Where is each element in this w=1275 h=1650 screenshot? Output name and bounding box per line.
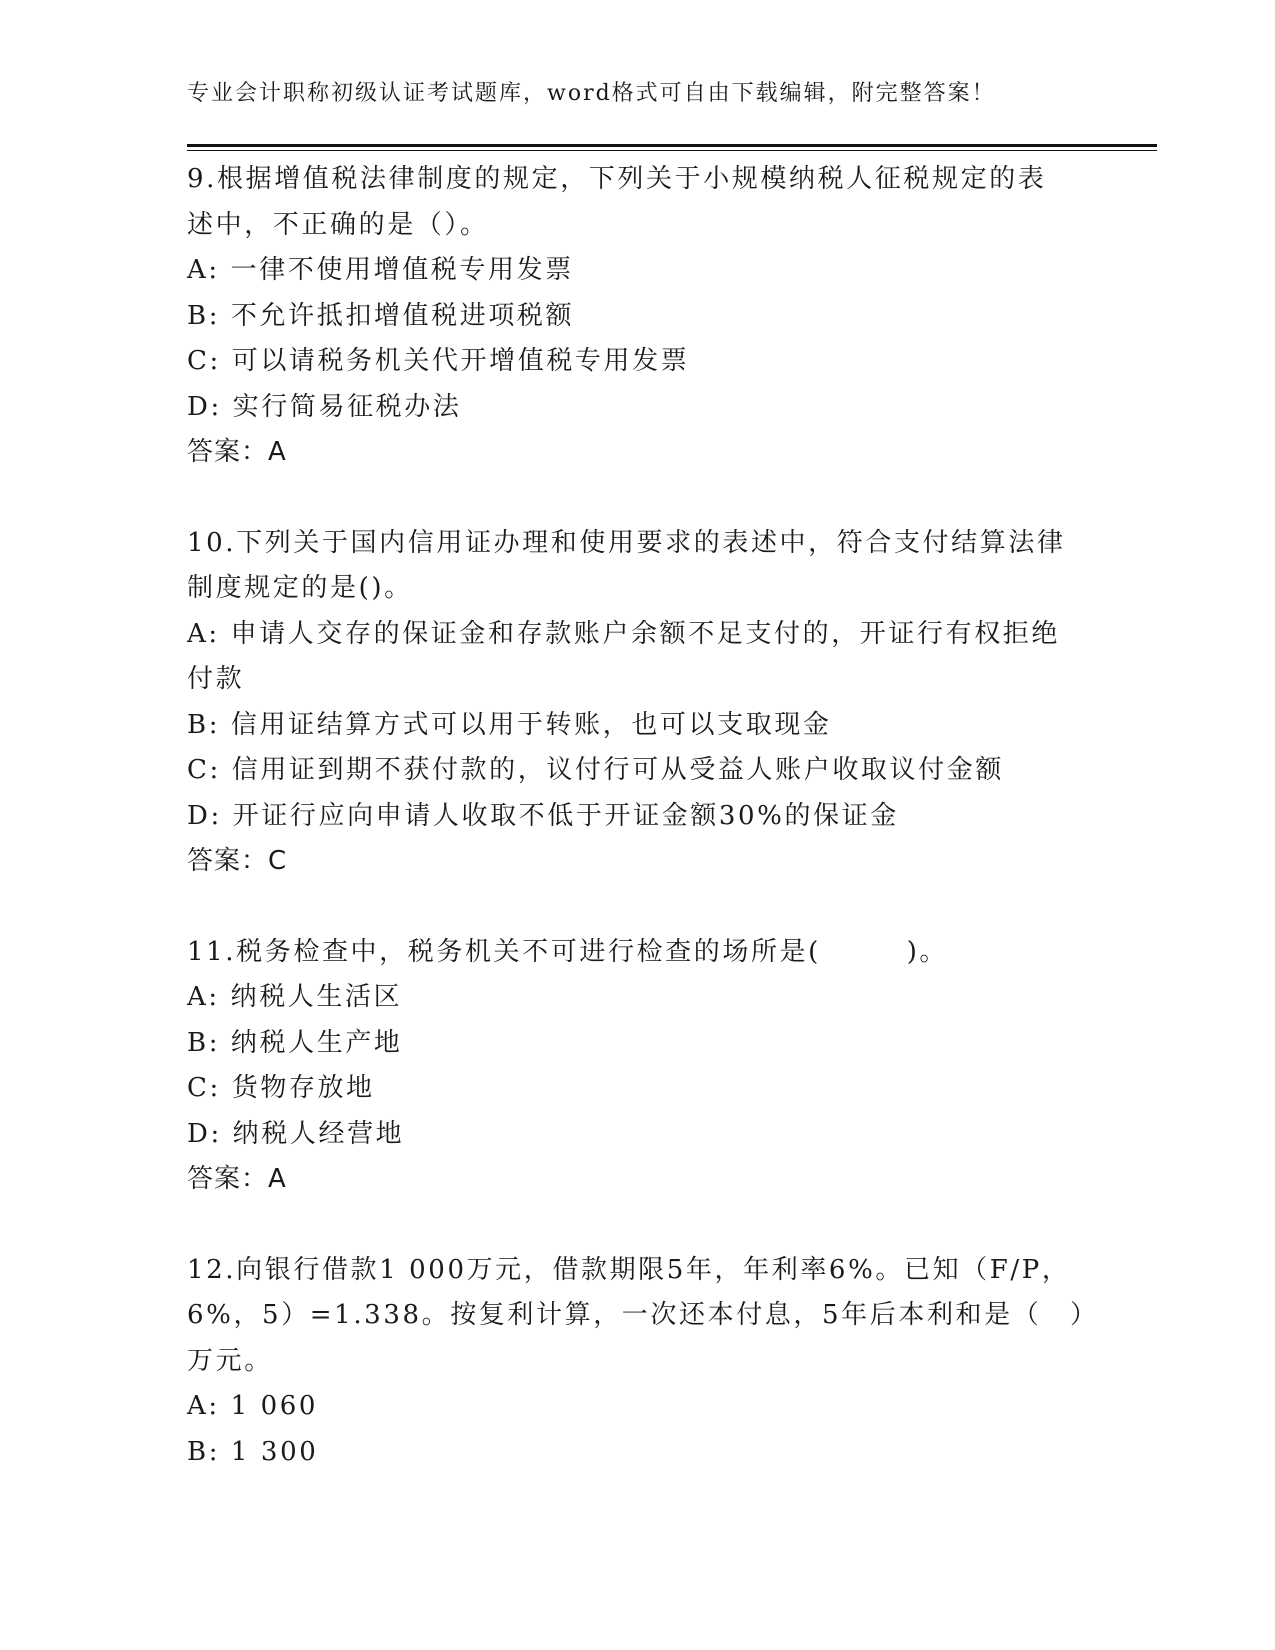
question-stem: 万元。 [187, 1345, 273, 1376]
answer: 答案：A [187, 1164, 287, 1194]
option-a: A: 1 060 [187, 1391, 319, 1421]
header-rule-thin [187, 150, 1157, 151]
question-stem: 11.税务检查中，税务机关不可进行检查的场所是( )。 [187, 936, 949, 967]
option-d: D: 纳税人经营地 [187, 1118, 405, 1149]
option-b: B: 不允许抵扣增值税进项税额 [187, 300, 575, 331]
question-gap [187, 476, 1087, 521]
question-stem: 6%，5）=1.338。按复利计算，一次还本付息，5年后本利和是（ ） [187, 1300, 1099, 1330]
option-a-continued: 付款 [187, 664, 245, 694]
header-rule-thick [187, 144, 1157, 147]
question-list [187, 157, 1099, 1475]
option-a: A: 一律不使用增值税专用发票 [187, 255, 574, 285]
option-c: C: 货物存放地 [187, 1073, 375, 1103]
question-10 [187, 521, 1087, 885]
question-9 [187, 157, 1087, 476]
question-stem: 制度规定的是()。 [187, 573, 413, 603]
option-d: D: 实行简易征税办法 [187, 391, 462, 422]
page-header: 专业会计职称初级认证考试题库，word格式可自由下载编辑，附完整答案！ [187, 81, 996, 106]
answer: 答案：C [187, 846, 288, 876]
option-b: B: 信用证结算方式可以用于转账，也可以支取现金 [187, 709, 832, 740]
option-a: A: 申请人交存的保证金和存款账户余额不足支付的，开证行有权拒绝 [187, 618, 1061, 649]
option-c: C: 信用证到期不获付款的，议付行可从受益人账户收取议付金额 [187, 755, 1004, 785]
question-gap [187, 885, 1087, 930]
question-gap [187, 1203, 1087, 1248]
question-stem: 述中，不正确的是（）。 [187, 209, 489, 240]
option-b: B: 纳税人生产地 [187, 1027, 403, 1058]
question-12 [187, 1248, 1099, 1476]
option-b: B: 1 300 [187, 1436, 319, 1467]
question-stem: 12.向银行借款1 000万元，借款期限5年，年利率6%。已知（F/P， [187, 1254, 1071, 1285]
option-a: A: 纳税人生活区 [187, 982, 403, 1012]
question-stem: 10.下列关于国内信用证办理和使用要求的表述中，符合支付结算法律 [187, 527, 1066, 558]
question-11 [187, 930, 1087, 1203]
answer: 答案：A [187, 437, 287, 467]
option-d: D: 开证行应向申请人收取不低于开证金额30%的保证金 [187, 800, 899, 831]
option-c: C: 可以请税务机关代开增值税专用发票 [187, 346, 690, 376]
question-stem: 9.根据增值税法律制度的规定，下列关于小规模纳税人征税规定的表 [187, 164, 1047, 194]
